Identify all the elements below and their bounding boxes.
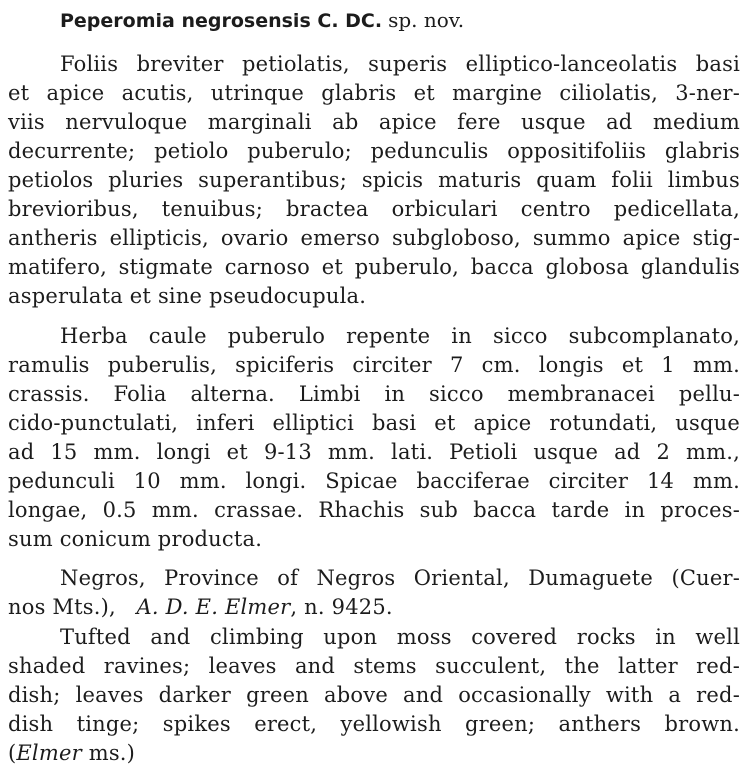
description-line: ramulis puberulis, spiciferis circiter 7 cm. longis et 1 mm. (8, 353, 740, 377)
diagnosis-line: matifero, stigmate carnoso et puberulo, bacca globosa glandulis (8, 255, 740, 279)
diagnosis-line: petiolos pluries superantibus; spicis maturis quam folii limbus (8, 168, 740, 192)
species-name: Peperomia negrosensis C. DC. (60, 10, 383, 32)
species-status: sp. nov. (388, 8, 465, 32)
diagnosis-line: brevioribus, tenuibus; bractea orbiculari centro pedicellata, (8, 197, 740, 221)
description-line: pedunculi 10 mm. longi. Spicae bacciferae circiter 14 mm. (8, 469, 740, 493)
notes-line: shaded ravines; leaves and stems succulent, the latter red- (8, 654, 740, 678)
diagnosis-line: et apice acutis, utrinque glabris et margine ciliolatis, 3-ner- (8, 81, 740, 105)
diagnosis-line: Foliis breviter petiolatis, superis elliptico-lanceolatis basi (60, 52, 740, 76)
citation-close: ms.) (81, 741, 136, 765)
notes-line: dish tinge; spikes erect, yellowish green; anthers brown. (8, 712, 740, 736)
citation-author: Elmer (16, 741, 82, 765)
diagnosis-line: viis nervuloque marginali ab apice fere usque ad medium (8, 110, 740, 134)
collector-name: A. D. E. Elmer (136, 595, 291, 619)
locality-text: nos Mts.), (8, 595, 116, 619)
description-line: Herba caule puberulo repente in sicco subcomplanato, (60, 324, 740, 348)
notes-line: Tufted and climbing upon moss covered rocks in well (60, 625, 740, 649)
description-line: crassis. Folia alterna. Limbi in sicco membranacei pellu- (8, 382, 740, 406)
specimen-number: , n. 9425. (290, 595, 393, 619)
description-line: sum conicum producta. (8, 527, 263, 551)
diagnosis-line: asperulata et sine pseudocupula. (8, 284, 367, 308)
citation-open: ( (8, 741, 17, 765)
notes-line: dish; leaves darker green above and occasionally with a red- (8, 683, 740, 707)
notes-citation (8, 739, 740, 768)
description-line: ad 15 mm. longi et 9-13 mm. lati. Petioli usque ad 2 mm., (8, 440, 740, 464)
diagnosis-line: decurrente; petiolo puberulo; pedunculis oppositifoliis glabris (8, 139, 740, 163)
species-heading (60, 6, 464, 35)
description-line: longae, 0.5 mm. crassae. Rhachis sub bacca tarde in proces- (8, 498, 740, 522)
locality-line: Negros, Province of Negros Oriental, Dumaguete (Cuer- (60, 566, 740, 590)
diagnosis-line: antheris ellipticis, ovario emerso subgloboso, summo apice stig- (8, 226, 740, 250)
description-line: cido-punctulati, inferi elliptici basi et apice rotundati, usque (8, 411, 740, 435)
locality-line-end (8, 593, 740, 622)
